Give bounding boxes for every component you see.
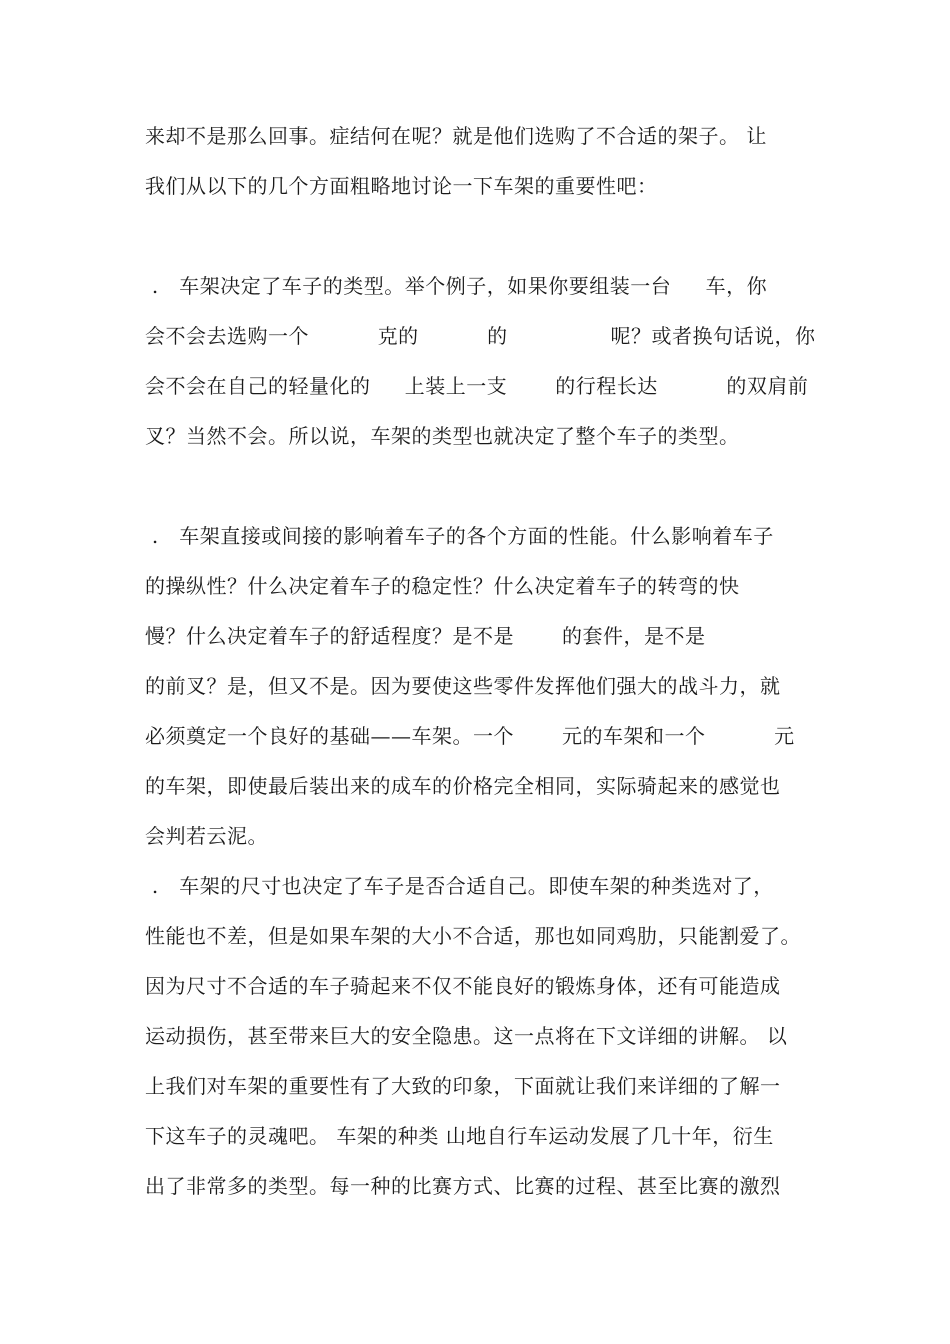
text-line: 慢？什么决定着车子的舒适程度？是不是 的套件，是不是 bbox=[145, 624, 706, 648]
text-line: 下这车子的灵魂吧。 车架的种类 山地自行车运动发展了几十年，衍生 bbox=[145, 1124, 774, 1148]
text-line: 因为尺寸不合适的车子骑起来不仅不能良好的锻炼身体，还有可能造成 bbox=[145, 974, 781, 998]
text-line: 会不会去选购一个 克的 的 呢？或者换句话说，你 bbox=[145, 324, 816, 348]
text-line: . 车架决定了车子的类型。举个例子，如果你要组装一台 车，你 bbox=[145, 274, 768, 298]
text-line: 叉？当然不会。所以说，车架的类型也就决定了整个车子的类型。 bbox=[145, 424, 740, 448]
text-line: 的操纵性？什么决定着车子的稳定性？什么决定着车子的转弯的快 bbox=[145, 574, 740, 598]
text-line: 性能也不差，但是如果车架的大小不合适，那也如同鸡肋，只能割爱了。 bbox=[145, 924, 801, 948]
text-line: 的车架，即使最后装出来的成车的价格完全相同，实际骑起来的感觉也 bbox=[145, 774, 781, 798]
text-line: 会判若云泥。 bbox=[145, 824, 268, 848]
text-line: . 车架直接或间接的影响着车子的各个方面的性能。什么影响着车子 bbox=[145, 524, 774, 548]
text-line: 的前叉？是，但又不是。因为要使这些零件发挥他们强大的战斗力，就 bbox=[145, 674, 781, 698]
text-line: 会不会在自己的轻量化的 上装上一支 的行程长达 的双肩前 bbox=[145, 374, 809, 398]
text-line: 运动损伤，甚至带来巨大的安全隐患。这一点将在下文详细的讲解。 以 bbox=[145, 1024, 788, 1048]
text-line: 出了非常多的类型。每一种的比赛方式、比赛的过程、甚至比赛的激烈 bbox=[145, 1174, 781, 1198]
text-line: 来却不是那么回事。症结何在呢？就是他们选购了不合适的架子。 让 bbox=[145, 124, 767, 148]
text-line: . 车架的尺寸也决定了车子是否合适自己。即使车架的种类选对了， bbox=[145, 874, 774, 898]
text-line: 必须奠定一个良好的基础——车架。一个 元的车架和一个 元 bbox=[145, 724, 795, 748]
text-line: 上我们对车架的重要性有了大致的印象，下面就让我们来详细的了解一 bbox=[145, 1074, 781, 1098]
text-line: 我们从以下的几个方面粗略地讨论一下车架的重要性吧： bbox=[145, 174, 658, 198]
